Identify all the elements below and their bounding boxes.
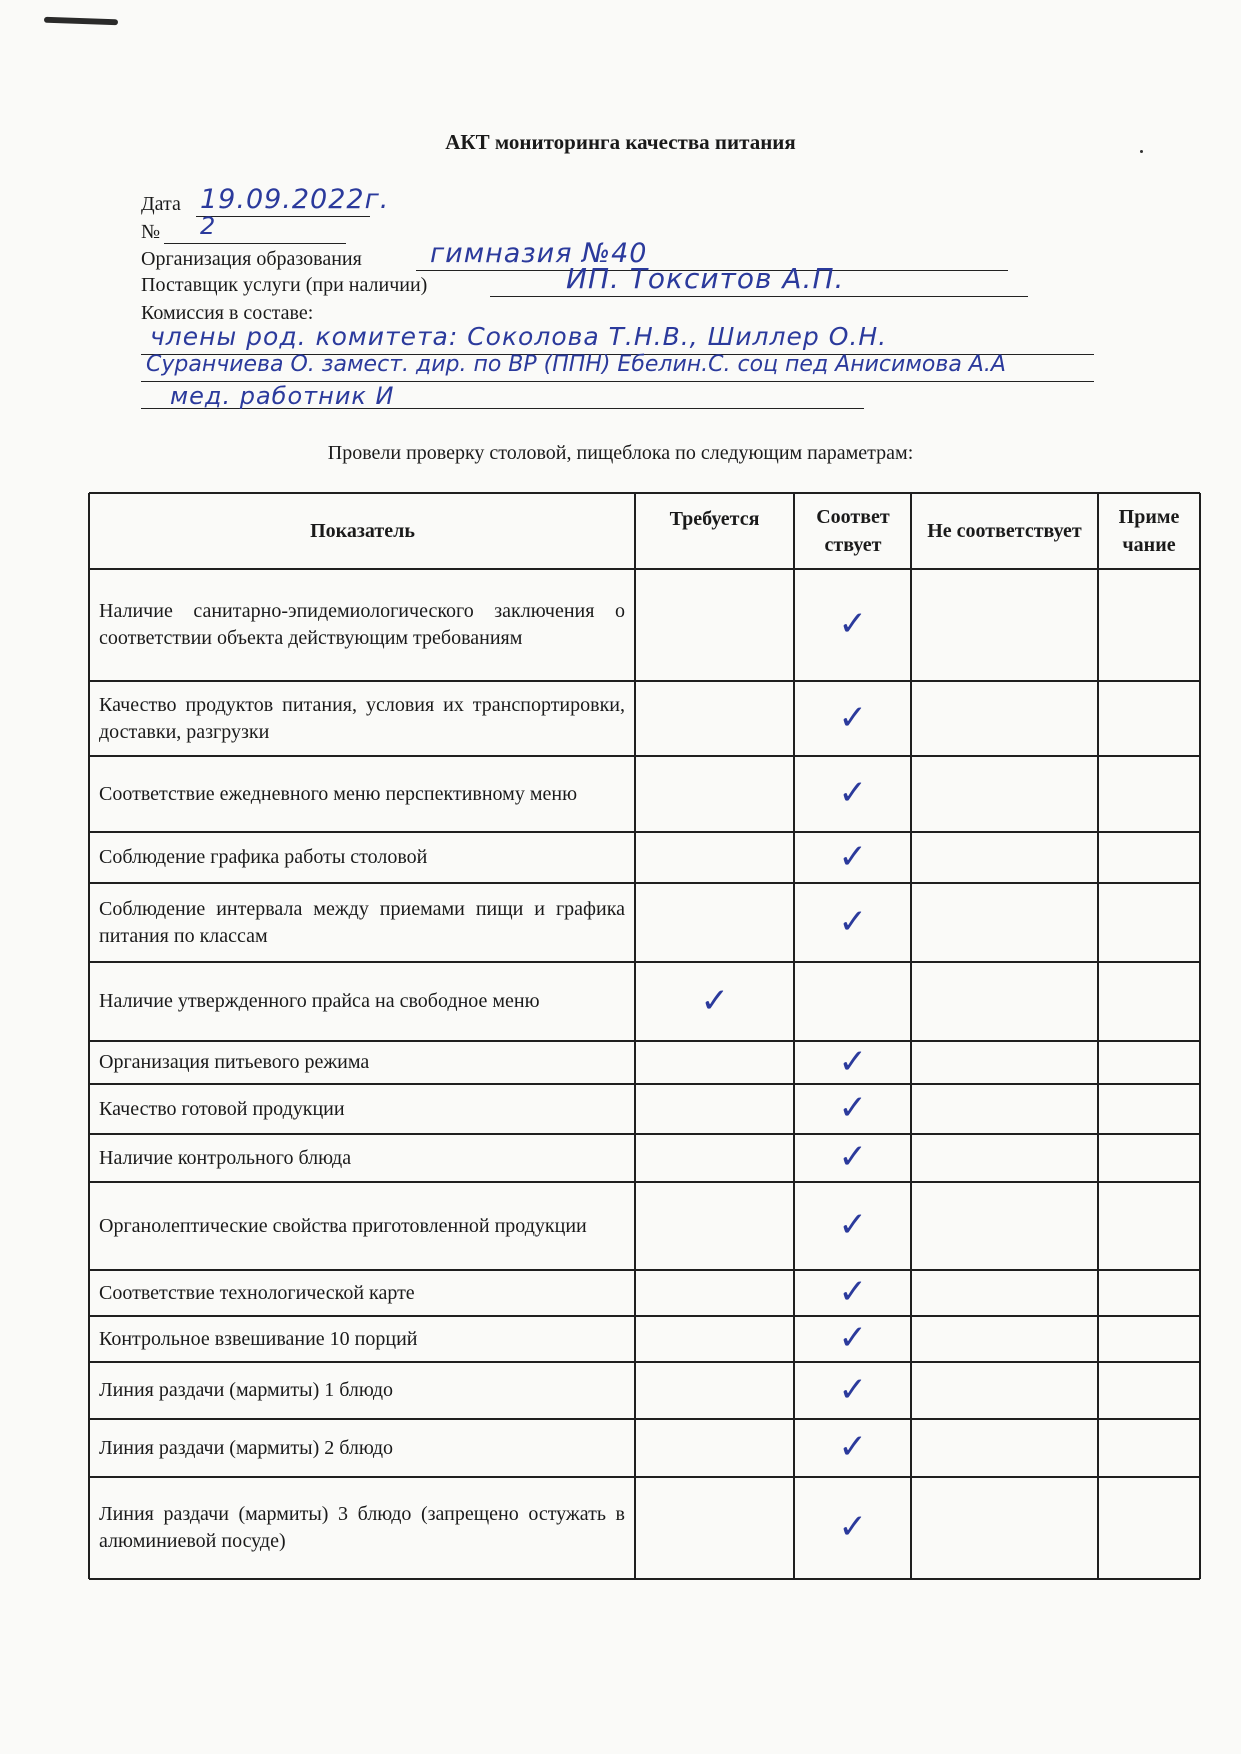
table-vline [1199, 493, 1201, 1579]
organization-value: гимназия №40 [430, 238, 648, 269]
row-indicator-text: Контрольное взвешивание 10 порций [99, 1327, 418, 1350]
date-label: Дата [141, 193, 181, 215]
header-note: Приме чание [1118, 506, 1180, 556]
table-vline [793, 493, 795, 1579]
check-mark: ✓ [838, 773, 867, 813]
row-indicator-text: Организация питьевого режима [99, 1051, 370, 1073]
table-vline [88, 493, 90, 1579]
check-mark: ✓ [838, 1507, 867, 1547]
row-indicator-text: Соблюдение интервала между приемами пищи и графика питания по классам [99, 897, 625, 947]
row-indicator-text: Соответствие ежедневного меню перспективному меню [99, 782, 578, 805]
table-vline [910, 493, 912, 1579]
commission-line-2: Суранчиева О. замест. дир. по ВР (ППН) Ебелин.С. соц пед Анисимова А.А [146, 352, 1006, 377]
check-mark: ✓ [838, 1205, 867, 1245]
header-complies: Соответ ствует [816, 506, 890, 556]
check-mark: ✓ [838, 1369, 867, 1410]
check-mark: ✓ [838, 1318, 867, 1358]
row-indicator-text: Качество продуктов питания, условия их транспортировки, доставки, разгрузки [99, 693, 625, 743]
check-mark: ✓ [838, 604, 867, 644]
check-mark: ✓ [838, 1137, 867, 1177]
row-indicator-text: Наличие утвержденного прайса на свободное меню [99, 990, 540, 1012]
check-mark: ✓ [838, 836, 867, 877]
date-value: 19.09.2022г. [200, 184, 390, 215]
number-value: 2 [200, 212, 217, 240]
document-title: АКТ мониторинга качества питания [445, 130, 796, 154]
row-indicator-text: Качество готовой продукции [99, 1097, 345, 1120]
row-indicator-text: Линия раздачи (мармиты) 1 блюдо [99, 1379, 394, 1401]
check-mark: ✓ [838, 1272, 867, 1312]
commission-line-1: члены род. комитета: Соколова Т.Н.В., Шиллер О.Н. [150, 322, 888, 351]
row-indicator-text: Наличие контрольного блюда [99, 1146, 352, 1169]
table-hline [89, 492, 1200, 494]
supplier-label: Поставщик услуги (при наличии) [141, 274, 428, 296]
check-mark: ✓ [838, 697, 867, 738]
table-vline [1097, 493, 1099, 1579]
row-indicator-text: Соответствие технологической карте [99, 1281, 415, 1304]
commission-label: Комиссия в составе: [141, 302, 314, 324]
check-mark: ✓ [838, 1088, 867, 1128]
check-mark: ✓ [838, 1427, 867, 1467]
check-mark: ✓ [700, 980, 729, 1021]
row-indicator-text: Линия раздачи (мармиты) 3 блюдо (запрещено остужать в алюминиевой посуде) [99, 1503, 625, 1552]
organization-label: Организация образования [141, 248, 362, 270]
row-indicator-text: Соблюдение графика работы столовой [99, 846, 428, 868]
row-indicator-text: Наличие санитарно-эпидемиологического заключения о соответствии объекта действующим требованиям [99, 600, 625, 649]
row-indicator-text: Линия раздачи (мармиты) 2 блюдо [99, 1436, 394, 1459]
number-label: № [141, 221, 161, 243]
check-mark: ✓ [838, 901, 867, 942]
commission-line-3: мед. работник И [170, 382, 395, 410]
supplier-value: ИП. Токситов А.П. [566, 262, 845, 295]
header-indicator: Показатель [310, 520, 415, 542]
header-required: Требуется [669, 508, 760, 530]
intro-text: Провели проверку столовой, пищеблока по следующим параметрам: [327, 442, 914, 464]
table-vline [634, 493, 636, 1579]
row-indicator-text: Органолептические свойства приготовленной продукции [99, 1214, 587, 1237]
header-not-complies: Не соответствует [927, 520, 1082, 542]
check-mark: ✓ [838, 1041, 867, 1082]
